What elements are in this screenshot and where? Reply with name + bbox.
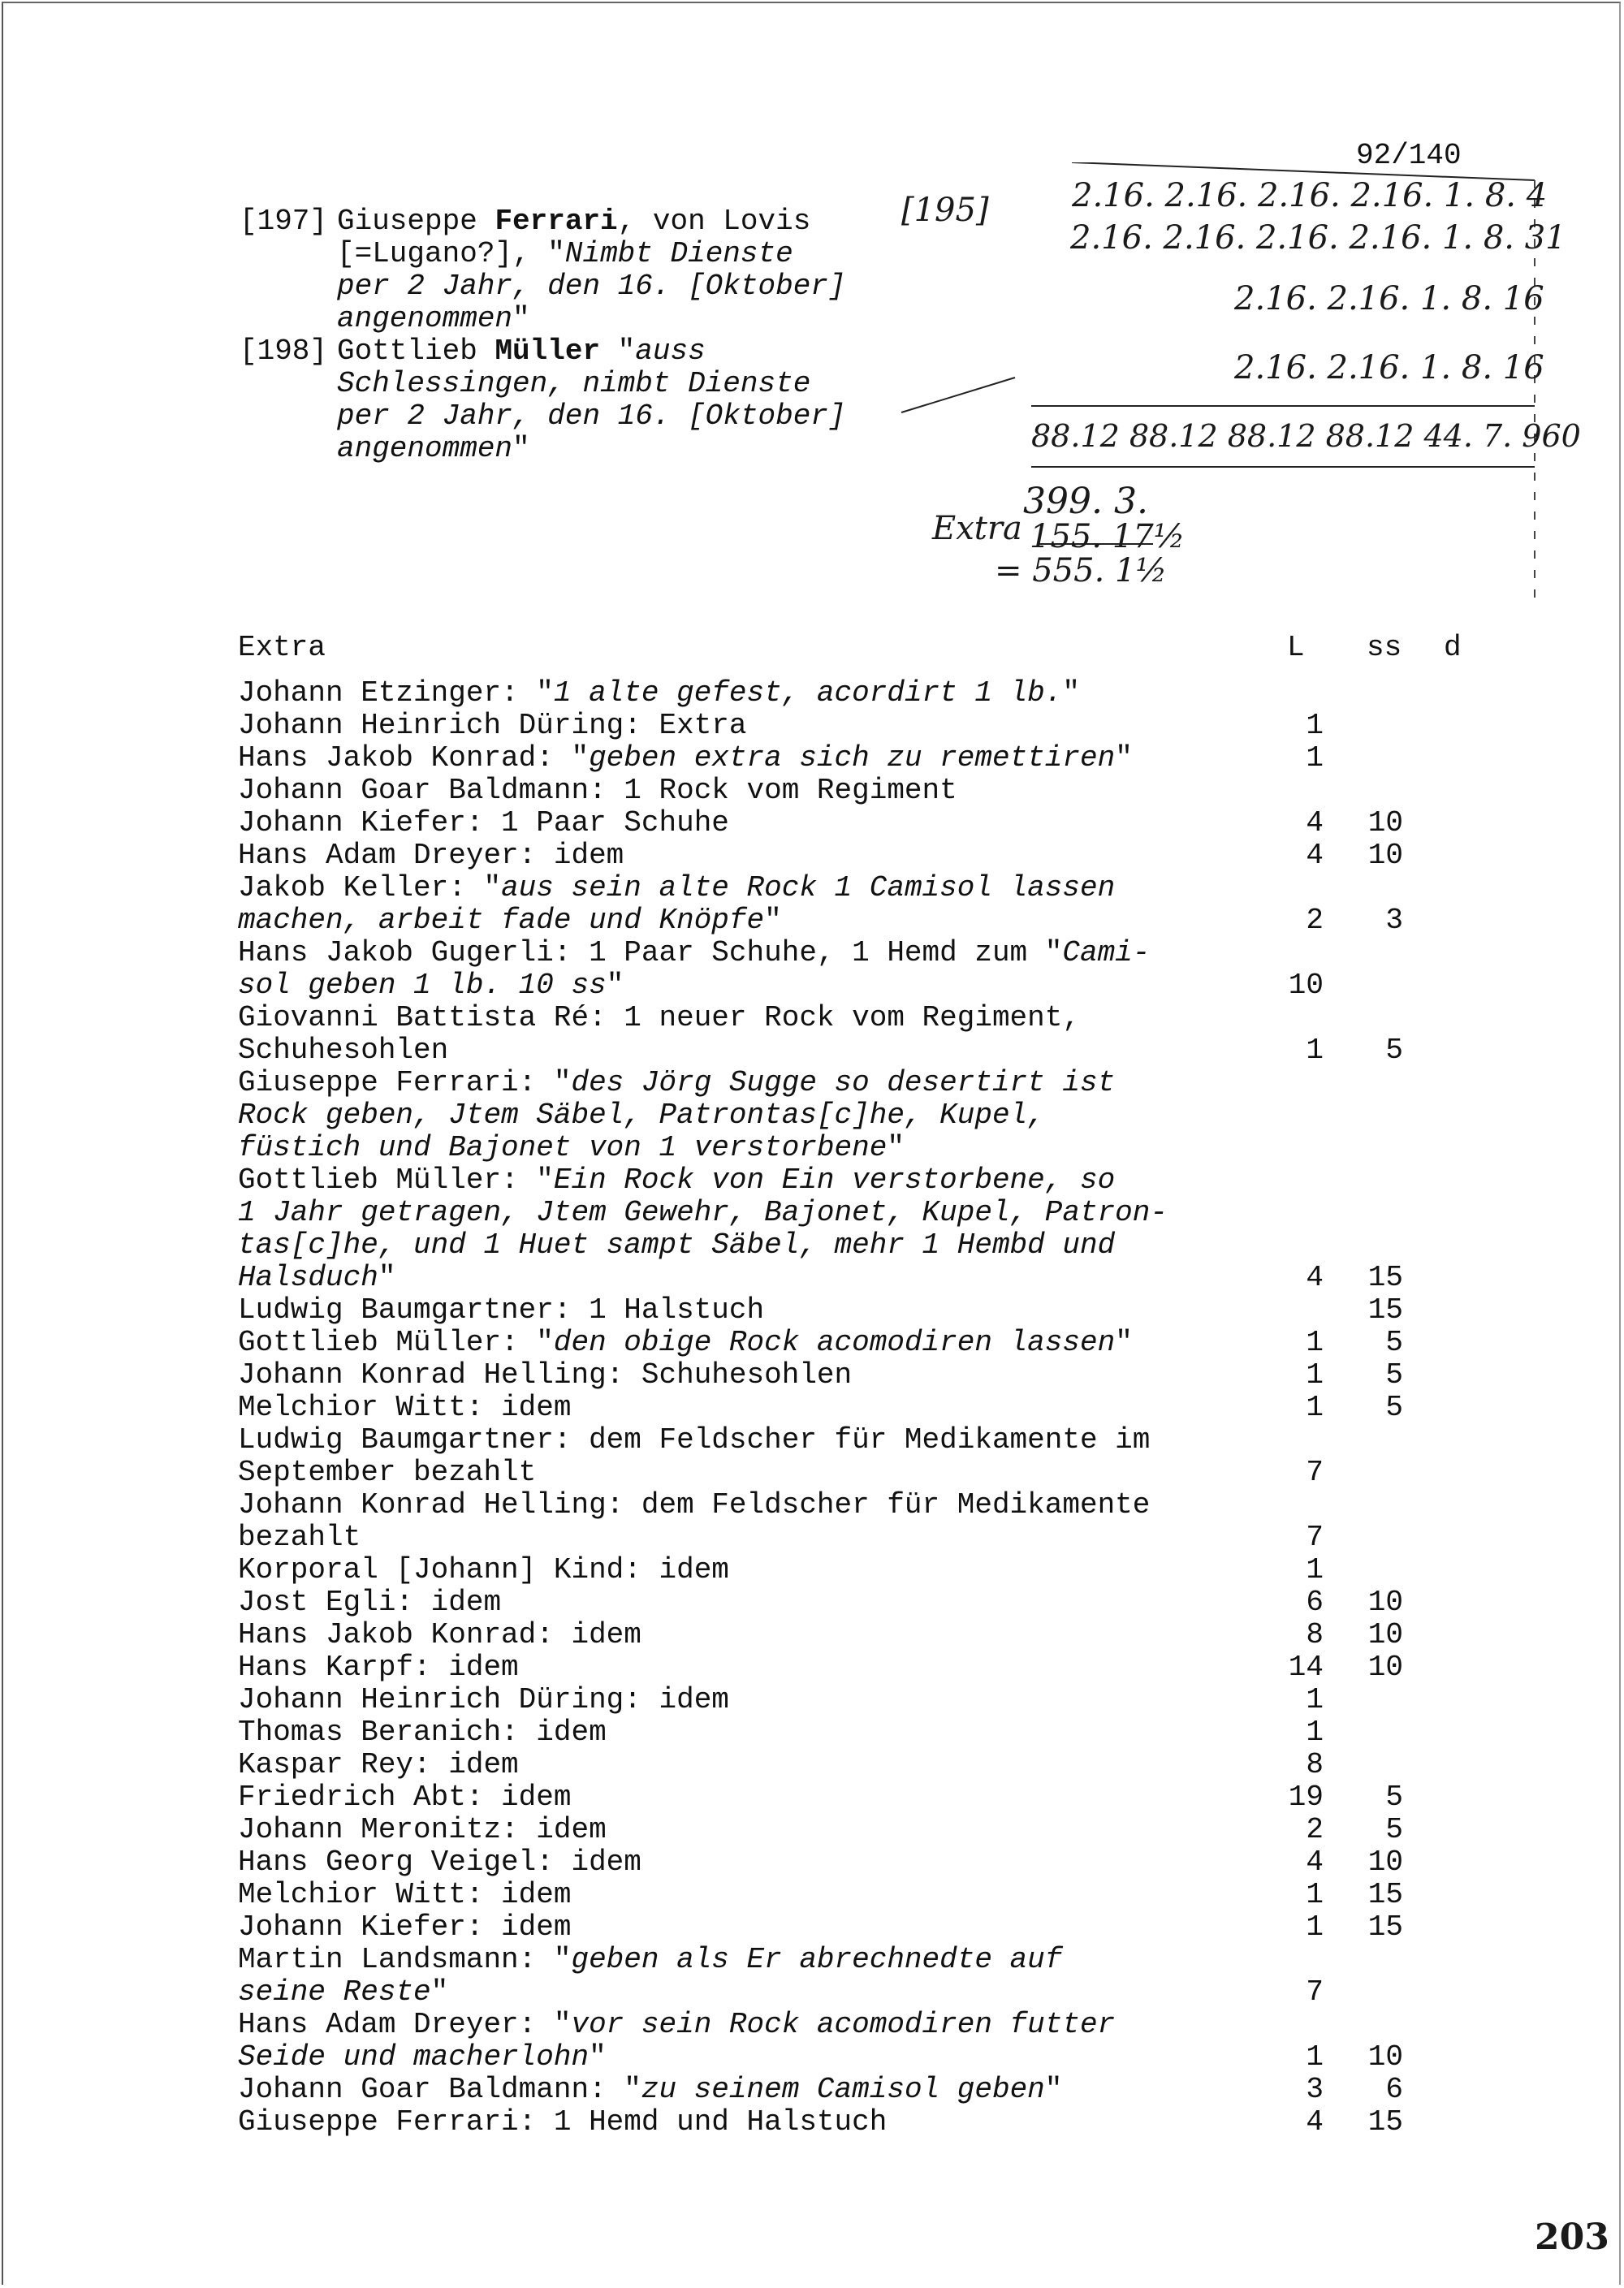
hand-row: 2.16. 2.16. 1. 8. 16 bbox=[1234, 349, 1544, 386]
header-entry-line: angenommen" bbox=[337, 432, 530, 465]
entry-number: [197] bbox=[240, 205, 328, 238]
entry-line: Giuseppe Ferrari: "des Jörg Sugge so desertirt ist bbox=[238, 1066, 1116, 1099]
amount-L: 1 bbox=[1306, 1358, 1324, 1392]
entry-line: Jakob Keller: "aus sein alte Rock 1 Camisol lassen bbox=[238, 871, 1116, 904]
amount-L: 1 bbox=[1306, 1034, 1324, 1067]
amount-ss: 5 bbox=[1385, 1781, 1403, 1814]
amount-L: 4 bbox=[1306, 806, 1324, 840]
ledger-entry bbox=[238, 1944, 1062, 2009]
amount-L: 3 bbox=[1306, 2073, 1324, 2106]
amount-L: 7 bbox=[1306, 1456, 1324, 1489]
entry-line: Johann Heinrich Düring: idem bbox=[238, 1683, 729, 1716]
amount-ss: 10 bbox=[1367, 2040, 1403, 2074]
amount-L: 1 bbox=[1306, 1553, 1324, 1586]
entry-line: seine Reste" bbox=[238, 1975, 449, 2009]
entry-line: Hans Karpf: idem bbox=[238, 1651, 519, 1684]
header-entry-line: [=Lugano?], "Nimbt Dienste bbox=[337, 237, 793, 270]
hand-ref: [195] bbox=[901, 192, 989, 229]
ledger-entry bbox=[238, 1067, 1115, 1164]
entry-line: Jost Egli: idem bbox=[238, 1586, 502, 1619]
ledger-entry bbox=[238, 1879, 571, 1911]
entry-line: Martin Landsmann: "geben als Er abrechnedte auf bbox=[238, 1943, 1063, 1976]
ledger-entry bbox=[238, 1294, 764, 1327]
entry-line: Ludwig Baumgartner: 1 Halstuch bbox=[238, 1293, 765, 1327]
entry-line: Gottlieb Müller: "Ein Rock von Ein verstorbene, so bbox=[238, 1163, 1116, 1197]
ledger-entry bbox=[238, 1164, 1168, 1294]
amount-ss: 6 bbox=[1385, 2073, 1403, 2106]
ledger-entry bbox=[238, 1002, 1080, 1067]
header-entry-line: Giuseppe Ferrari, von Lovis bbox=[337, 205, 811, 238]
entry-line: Johann Kiefer: 1 Paar Schuhe bbox=[238, 806, 729, 840]
ledger-entry bbox=[238, 1554, 729, 1586]
ledger-entry bbox=[238, 1424, 1150, 1489]
ledger-entry bbox=[238, 1846, 641, 1879]
entry-line: Ludwig Baumgartner: dem Feldscher für Medikamente im bbox=[238, 1423, 1151, 1457]
ledger-entry bbox=[238, 1684, 729, 1716]
entry-line: Giovanni Battista Ré: 1 neuer Rock vom Regiment, bbox=[238, 1001, 1080, 1034]
entry-line: 1 Jahr getragen, Jtem Gewehr, Bajonet, Kupel, Patron- bbox=[238, 1196, 1168, 1229]
hand-row: 2.16. 2.16. 1. 8. 16 bbox=[1234, 280, 1544, 317]
amount-L: 1 bbox=[1306, 1716, 1324, 1749]
column-header-ss: ss bbox=[1367, 631, 1402, 664]
hand-row: 2.16. 2.16. 2.16. 2.16. 1. 8. 4 bbox=[1072, 177, 1548, 214]
ledger-entry bbox=[238, 2009, 1115, 2074]
entry-line: sol geben 1 lb. 10 ss" bbox=[238, 969, 624, 1002]
entry-line: Schuhesohlen bbox=[238, 1034, 449, 1067]
amount-ss: 5 bbox=[1385, 1358, 1403, 1392]
amount-ss: 15 bbox=[1367, 1293, 1403, 1327]
entry-line: Friedrich Abt: idem bbox=[238, 1781, 572, 1814]
hand-note-label: Extra bbox=[932, 510, 1022, 547]
amount-L: 4 bbox=[1306, 1261, 1324, 1294]
amount-ss: 5 bbox=[1385, 1813, 1403, 1846]
ledger-entry bbox=[238, 840, 624, 872]
amount-L: 4 bbox=[1306, 1846, 1324, 1879]
hand-note: 155. 17½ bbox=[1030, 518, 1186, 555]
ledger-entry bbox=[238, 775, 957, 807]
entry-line: Melchior Witt: idem bbox=[238, 1391, 572, 1424]
amount-ss: 10 bbox=[1367, 806, 1403, 840]
amount-ss: 5 bbox=[1385, 1034, 1403, 1067]
amount-ss: 10 bbox=[1367, 1586, 1403, 1619]
amount-L: 7 bbox=[1306, 1521, 1324, 1554]
ledger-entry bbox=[238, 1781, 571, 1814]
ledger-entry bbox=[238, 1749, 519, 1781]
entry-line: Melchior Witt: idem bbox=[238, 1878, 572, 1911]
amount-L: 14 bbox=[1288, 1651, 1324, 1684]
entry-line: machen, arbeit fade und Knöpfe" bbox=[238, 904, 782, 937]
header-entry-line: per 2 Jahr, den 16. [Oktober] bbox=[337, 399, 846, 433]
ledger-entry bbox=[238, 1359, 852, 1392]
hand-arrow bbox=[901, 378, 1015, 412]
amount-L: 7 bbox=[1306, 1975, 1324, 2009]
amount-L: 8 bbox=[1306, 1618, 1324, 1651]
amount-L: 2 bbox=[1306, 1813, 1324, 1846]
amount-L: 8 bbox=[1306, 1748, 1324, 1781]
header-entry-line: Gottlieb Müller "auss bbox=[337, 335, 706, 368]
amount-ss: 15 bbox=[1367, 1910, 1403, 1944]
entry-line: Johann Heinrich Düring: Extra bbox=[238, 709, 747, 742]
header-entry-line: Schlessingen, nimbt Dienste bbox=[337, 367, 811, 400]
entry-line: Hans Adam Dreyer: "vor sein Rock acomodiren futter bbox=[238, 2008, 1116, 2041]
amount-L: 19 bbox=[1288, 1781, 1324, 1814]
entry-line: Hans Jakob Konrad: "geben extra sich zu remettiren" bbox=[238, 741, 1133, 775]
entry-line: bezahlt bbox=[238, 1521, 361, 1554]
entry-line: Giuseppe Ferrari: 1 Hemd und Halstuch bbox=[238, 2105, 888, 2139]
entry-line: Hans Georg Veigel: idem bbox=[238, 1846, 641, 1879]
amount-ss: 5 bbox=[1385, 1391, 1403, 1424]
entry-number: [198] bbox=[240, 335, 328, 368]
amount-L: 4 bbox=[1306, 2105, 1324, 2139]
entry-line: September bezahlt bbox=[238, 1456, 537, 1489]
page-number: 92/140 bbox=[1356, 139, 1462, 172]
amount-ss: 10 bbox=[1367, 1618, 1403, 1651]
entry-line: Johann Konrad Helling: dem Feldscher für Medikamente bbox=[238, 1488, 1151, 1522]
entry-line: Johann Kiefer: idem bbox=[238, 1910, 572, 1944]
entry-line: Johann Etzinger: "1 alte gefest, acordirt 1 lb." bbox=[238, 676, 1080, 710]
ledger-entry bbox=[238, 1814, 607, 1846]
column-header-d: d bbox=[1444, 631, 1462, 664]
amount-L: 6 bbox=[1306, 1586, 1324, 1619]
ledger-entry bbox=[238, 1586, 501, 1619]
amount-ss: 15 bbox=[1367, 1261, 1403, 1294]
amount-L: 1 bbox=[1306, 741, 1324, 775]
ledger-entry bbox=[238, 1619, 641, 1651]
ledger-entry bbox=[238, 1911, 571, 1944]
amount-L: 2 bbox=[1306, 904, 1324, 937]
header-entry-line: per 2 Jahr, den 16. [Oktober] bbox=[337, 270, 846, 303]
ledger-entry bbox=[238, 1392, 571, 1424]
amount-ss: 5 bbox=[1385, 1326, 1403, 1359]
entry-line: Rock geben, Jtem Säbel, Patrontas[c]he, Kupel, bbox=[238, 1099, 1045, 1132]
entry-line: Halsduch" bbox=[238, 1261, 396, 1294]
header-entry-line: angenommen" bbox=[337, 302, 530, 335]
amount-ss: 15 bbox=[1367, 1878, 1403, 1911]
entry-line: Seide und macherlohn" bbox=[238, 2040, 607, 2074]
amount-ss: 10 bbox=[1367, 839, 1403, 872]
amount-ss: 10 bbox=[1367, 1846, 1403, 1879]
ledger-entry bbox=[238, 937, 1150, 1002]
amount-L: 1 bbox=[1306, 1683, 1324, 1716]
entry-line: Johann Konrad Helling: Schuhesohlen bbox=[238, 1358, 853, 1392]
column-header-extra: Extra bbox=[238, 631, 326, 664]
column-header-L: L bbox=[1287, 631, 1305, 664]
entry-line: Johann Meronitz: idem bbox=[238, 1813, 607, 1846]
entry-line: Thomas Beranich: idem bbox=[238, 1716, 607, 1749]
hand-note: 399. 3. bbox=[1023, 481, 1148, 522]
entry-line: Korporal [Johann] Kind: idem bbox=[238, 1553, 729, 1586]
amount-L: 1 bbox=[1306, 709, 1324, 742]
hand-sum-row: 88.12 88.12 88.12 88.12 44. 7. 960 bbox=[1031, 418, 1581, 454]
ledger-entry bbox=[238, 1716, 607, 1749]
amount-L: 10 bbox=[1288, 969, 1324, 1002]
ledger-entry bbox=[238, 1327, 1133, 1359]
ledger-entry bbox=[238, 677, 1080, 710]
entry-line: Gottlieb Müller: "den obige Rock acomodiren lassen" bbox=[238, 1326, 1133, 1359]
entry-line: Johann Goar Baldmann: "zu seinem Camisol geben" bbox=[238, 2073, 1063, 2106]
ledger-entry bbox=[238, 807, 729, 840]
entry-line: Hans Jakob Gugerli: 1 Paar Schuhe, 1 Hemd zum "Cami- bbox=[238, 936, 1151, 969]
amount-L: 4 bbox=[1306, 839, 1324, 872]
corner-stamp: 203 bbox=[1535, 2217, 1609, 2258]
ledger-entry bbox=[238, 872, 1115, 937]
ledger-entry bbox=[238, 710, 747, 742]
ledger-entry bbox=[238, 2106, 887, 2139]
amount-ss: 3 bbox=[1385, 904, 1403, 937]
entry-line: Kaspar Rey: idem bbox=[238, 1748, 519, 1781]
entry-line: füstich und Bajonet von 1 verstorbene" bbox=[238, 1131, 905, 1164]
hand-row: 2.16. 2.16. 2.16. 2.16. 1. 8. 31 bbox=[1070, 219, 1566, 257]
ledger-entry bbox=[238, 2074, 1062, 2106]
ledger-entry bbox=[238, 1489, 1150, 1554]
amount-L: 1 bbox=[1306, 1326, 1324, 1359]
entry-line: tas[c]he, und 1 Huet sampt Säbel, mehr 1 Hembd und bbox=[238, 1228, 1116, 1262]
ledger-entry bbox=[238, 742, 1133, 775]
amount-L: 1 bbox=[1306, 2040, 1324, 2074]
amount-ss: 10 bbox=[1367, 1651, 1403, 1684]
ledger-entry bbox=[238, 1651, 519, 1684]
entry-line: Johann Goar Baldmann: 1 Rock vom Regiment bbox=[238, 774, 957, 807]
entry-line: Hans Adam Dreyer: idem bbox=[238, 839, 624, 872]
entry-line: Hans Jakob Konrad: idem bbox=[238, 1618, 641, 1651]
amount-L: 1 bbox=[1306, 1878, 1324, 1911]
amount-ss: 15 bbox=[1367, 2105, 1403, 2139]
amount-L: 1 bbox=[1306, 1391, 1324, 1424]
amount-L: 1 bbox=[1306, 1910, 1324, 1944]
hand-note: = 555. 1½ bbox=[995, 552, 1168, 589]
